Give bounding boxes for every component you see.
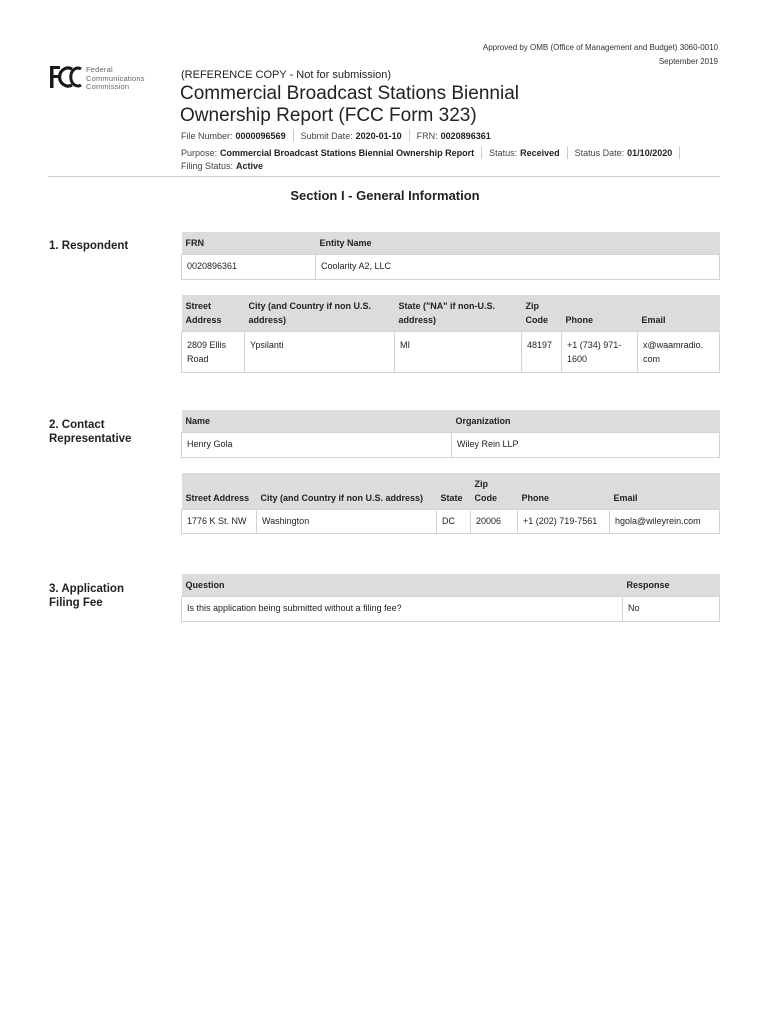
divider [679, 146, 680, 159]
table-row [182, 510, 720, 534]
cell-city: Ypsilanti [245, 332, 395, 373]
omb-date: September 2019 [658, 57, 718, 66]
header-line: address) [398, 315, 437, 325]
cell-street [182, 332, 245, 373]
title-line-1: Commercial Broadcast Stations Biennial [180, 83, 519, 104]
table-header-row [182, 295, 720, 332]
file-number-value: 0000096569 [235, 130, 286, 141]
cell-phone [562, 332, 638, 373]
filing-fee-table [181, 574, 720, 622]
page-title [180, 83, 519, 127]
purpose-label: Purpose: [181, 147, 218, 158]
col-header-question: Question [182, 574, 623, 597]
logo-wordmark [86, 66, 145, 92]
cell-email: hgola@wileyrein.com [610, 510, 720, 534]
cell-line: +1 (734) 971- [567, 340, 622, 350]
cell-phone: +1 (202) 719-7561 [518, 510, 610, 534]
status-date-value: 01/10/2020 [627, 147, 673, 158]
cell-response: No [623, 597, 720, 622]
cell-question: Is this application being submitted without a filing fee? [182, 597, 623, 622]
header-line: Address [185, 315, 222, 325]
contact-heading [49, 418, 131, 446]
cell-line: Road [187, 354, 209, 364]
filing-status-label: Filing Status: [181, 161, 234, 171]
purpose-value: Commercial Broadcast Stations Biennial Ownership Report [220, 147, 475, 158]
col-header-street: Street Address [182, 473, 257, 510]
col-header-frn: FRN [182, 232, 316, 255]
table-header-row [182, 232, 720, 255]
contact-heading-line-2: Representative [49, 433, 132, 445]
table-header-row [182, 574, 720, 597]
meta-row-1 [181, 129, 491, 142]
col-header-state: State [437, 473, 471, 510]
cell-city: Washington [257, 510, 437, 534]
divider [409, 129, 410, 142]
table-row [182, 255, 720, 280]
col-header-zip [522, 295, 562, 332]
col-header-email: Email [638, 295, 720, 332]
table-row [182, 597, 720, 622]
filing-fee-heading [49, 582, 124, 610]
file-number-label: File Number: [181, 130, 233, 141]
table-header-row [182, 473, 720, 510]
logo-line-2: Communications [86, 73, 145, 83]
logo-line-1: Federal [86, 65, 113, 74]
col-header-name: Name [182, 410, 452, 433]
filing-fee-heading-line-1: 3. Application [49, 583, 124, 595]
submit-date-label: Submit Date: [300, 130, 353, 141]
divider [567, 146, 568, 159]
filing-fee-heading-line-2: Filing Fee [49, 597, 103, 609]
header-line: Street [185, 301, 212, 311]
meta-row-3 [181, 161, 263, 171]
cell-line: x@waamradio. [643, 340, 704, 350]
frn-label: FRN: [416, 130, 438, 141]
cell-name: Henry Gola [182, 433, 452, 458]
header-line: State ("NA" if non-U.S. [398, 301, 496, 311]
section-title: Section I - General Information [290, 188, 480, 203]
contact-table [181, 410, 720, 458]
col-header-zip [471, 473, 518, 510]
cell-state: MI [395, 332, 522, 373]
cell-frn: 0020896361 [182, 255, 316, 280]
cell-email [638, 332, 720, 373]
col-header-response: Response [623, 574, 720, 597]
col-header-city: City (and Country if non U.S. address) [257, 473, 437, 510]
submit-date-value: 2020-01-10 [355, 130, 402, 141]
col-header-organization: Organization [452, 410, 720, 433]
cell-state: DC [437, 510, 471, 534]
reference-copy-note: (REFERENCE COPY - Not for submission) [181, 69, 392, 81]
table-header-row [182, 410, 720, 433]
contact-heading-line-1: 2. Contact [49, 419, 105, 431]
col-header-email: Email [610, 473, 720, 510]
respondent-heading: 1. Respondent [49, 240, 129, 252]
cell-line: 2809 Ellis [187, 340, 227, 350]
col-header-state [395, 295, 522, 332]
cell-line: com [643, 354, 661, 364]
col-header-street [182, 295, 245, 332]
filing-status-value: Active [236, 161, 264, 171]
respondent-address-table [181, 295, 720, 373]
col-header-city [245, 295, 395, 332]
header-line: address) [248, 315, 287, 325]
cell-entity-name: Coolarity A2, LLC [316, 255, 720, 280]
header-line: Code [525, 315, 548, 325]
col-header-phone: Phone [562, 295, 638, 332]
header-divider [48, 176, 720, 177]
cell-organization: Wiley Rein LLP [452, 433, 720, 458]
meta-row-2 [181, 146, 687, 159]
cell-line: 1600 [567, 354, 588, 364]
contact-address-table [181, 473, 720, 534]
col-header-entity-name: Entity Name [316, 232, 720, 255]
fcc-logo [48, 64, 158, 94]
header-line: City (and Country if non U.S. [248, 301, 371, 311]
frn-value: 0020896361 [440, 130, 491, 141]
status-label: Status: [489, 147, 518, 158]
divider [481, 146, 482, 159]
header-line: Zip [474, 479, 488, 489]
divider [293, 129, 294, 142]
table-row [182, 332, 720, 373]
cell-street: 1776 K St. NW [182, 510, 257, 534]
status-date-label: Status Date: [574, 147, 625, 158]
title-line-2: Ownership Report (FCC Form 323) [180, 105, 477, 126]
respondent-table [181, 232, 720, 280]
col-header-phone: Phone [518, 473, 610, 510]
fcc-logo-icon [48, 64, 84, 90]
header-line: Code [474, 493, 497, 503]
cell-zip: 48197 [522, 332, 562, 373]
status-value: Received [520, 147, 560, 158]
table-row [182, 433, 720, 458]
header-line: Zip [525, 301, 539, 311]
omb-approval: Approved by OMB (Office of Management and Budget) 3060-0010 [482, 43, 718, 52]
logo-line-3: Commission [86, 82, 130, 91]
cell-zip: 20006 [471, 510, 518, 534]
